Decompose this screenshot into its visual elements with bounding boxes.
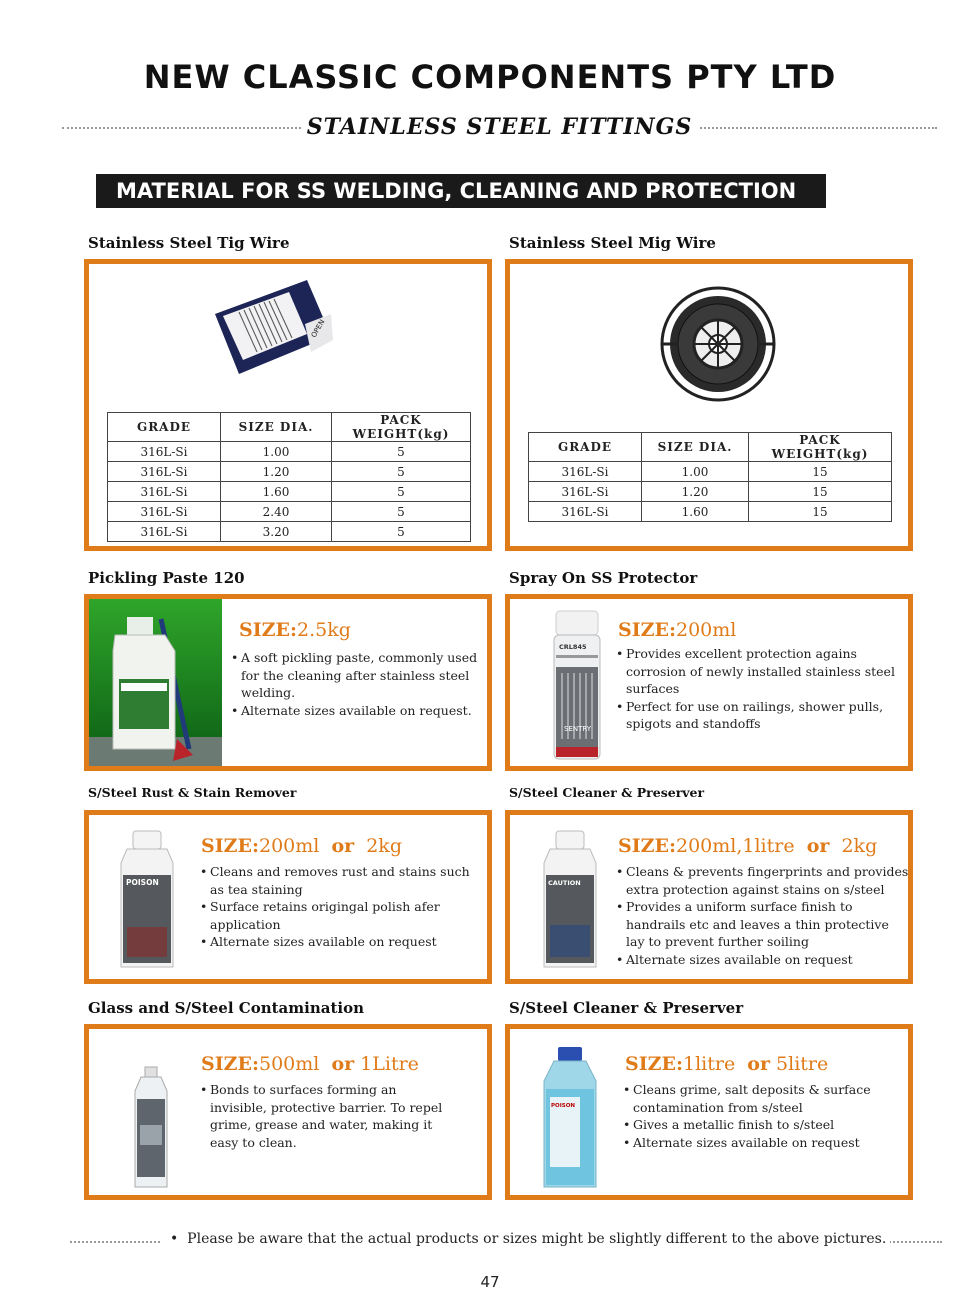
cleaner2-bullets — [623, 1081, 893, 1151]
table-row: 316L-Si 1.00 15 — [529, 462, 892, 482]
cleaner-preserver-bottle-image — [540, 827, 600, 972]
list-item: • Cleans & prevents fingerprints and provides extra protection against stains on s/steel — [616, 863, 910, 898]
dotted-divider-left — [70, 1241, 160, 1243]
svg-text:POISON: POISON — [551, 1103, 575, 1109]
col-size: SIZE DIA. — [221, 413, 332, 442]
svg-text:CAUTION: CAUTION — [548, 879, 581, 887]
company-name: NEW CLASSIC COMPONENTS PTY LTD — [143, 58, 837, 96]
spray-size: SIZE:200ml — [618, 619, 737, 641]
table-row: 316L-Si 2.40 5 — [108, 502, 471, 522]
subtitle-row — [62, 114, 937, 142]
glass-size: SIZE:500ml or 1Litre — [201, 1053, 419, 1075]
list-item: • Gives a metallic finish to s/steel — [623, 1116, 893, 1134]
tig-wire-title: Stainless Steel Tig Wire — [88, 234, 290, 252]
pickling-size: SIZE:2.5kg — [239, 619, 351, 641]
mig-wire-panel — [505, 259, 913, 551]
rust-remover-panel — [84, 810, 492, 984]
list-item: • Alternate sizes available on request — [616, 951, 910, 969]
table-row: 316L-Si 1.60 15 — [529, 502, 892, 522]
tig-spec-table — [107, 412, 471, 542]
page-number: 47 — [480, 1273, 500, 1291]
cleaner1-bullets — [616, 863, 910, 968]
list-item: • Alternate sizes available on request. — [231, 702, 481, 720]
list-item: • Provides excellent protection agains corrosion of newly installed stainless steel surfaces — [616, 645, 910, 698]
cleaner-preserver-2-title: S/Steel Cleaner & Preserver — [509, 999, 744, 1017]
cleaner1-size: SIZE:200ml,1litre or 2kg — [618, 835, 878, 857]
pickling-bullets — [231, 649, 481, 719]
svg-text:OPEN: OPEN — [309, 318, 327, 339]
pickling-paste-panel — [84, 594, 492, 771]
list-item: • Bonds to surfaces forming an invisible, protective barrier. To repel grime, grease and water, making it easy to clean. — [200, 1081, 450, 1151]
list-item: • Cleans grime, salt deposits & surface contamination from s/steel — [623, 1081, 893, 1116]
glass-contamination-title: Glass and S/Steel Contamination — [88, 999, 364, 1017]
col-weight: PACK WEIGHT(kg) — [332, 413, 471, 442]
list-item: • Provides a uniform surface finish to handrails etc and leaves a thin protective lay to prevent further soiling — [616, 898, 910, 951]
table-row: 316L-Si 1.60 5 — [108, 482, 471, 502]
mig-wire-title: Stainless Steel Mig Wire — [509, 234, 716, 252]
list-item: • Cleans and removes rust and stains such as tea staining — [200, 863, 485, 898]
table-row: 316L-Si 1.00 5 — [108, 442, 471, 462]
table-row: 316L-Si 3.20 5 — [108, 522, 471, 542]
spray-protector-panel — [505, 594, 913, 771]
glass-contamination-panel — [84, 1024, 492, 1200]
glass-cleaner-bottle-image — [129, 1065, 173, 1191]
mig-spec-table — [528, 432, 892, 522]
list-item: • Alternate sizes available on request — [623, 1134, 893, 1152]
svg-text:POISON: POISON — [126, 878, 159, 887]
table-header-row — [529, 433, 892, 462]
tig-wire-panel — [84, 259, 492, 551]
rust-bullets — [200, 863, 485, 951]
table-row: 316L-Si 1.20 15 — [529, 482, 892, 502]
section-banner: MATERIAL FOR SS WELDING, CLEANING AND PROTECTION — [96, 174, 826, 208]
blue-bottle-image — [538, 1045, 602, 1191]
col-grade: GRADE — [108, 413, 221, 442]
spray-protector-title: Spray On SS Protector — [509, 569, 698, 587]
table-header-row — [108, 413, 471, 442]
pickling-paste-title: Pickling Paste 120 — [88, 569, 245, 587]
table-row: 316L-Si 1.20 5 — [108, 462, 471, 482]
mig-spool-image — [658, 284, 778, 404]
svg-text:SENTRY: SENTRY — [564, 725, 592, 733]
tig-wire-image — [209, 274, 334, 399]
cleaner-preserver-2-panel — [505, 1024, 913, 1200]
list-item: • Alternate sizes available on request — [200, 933, 485, 951]
rust-size: SIZE:200ml or 2kg — [201, 835, 402, 857]
col-grade: GRADE — [529, 433, 642, 462]
svg-text:CRL845: CRL845 — [559, 643, 587, 651]
disclaimer-text: • Please be aware that the actual products or sizes might be slightly different to the above pictures. — [166, 1231, 890, 1247]
rust-remover-title: S/Steel Rust & Stain Remover — [88, 785, 297, 800]
list-item: • A soft pickling paste, commonly used for the cleaning after stainless steel welding. — [231, 649, 481, 702]
spray-can-image — [548, 609, 606, 761]
list-item: • Surface retains origingal polish afer application — [200, 898, 485, 933]
spray-bullets — [616, 645, 910, 733]
rust-remover-bottle-image — [117, 827, 177, 972]
glass-bullets — [200, 1081, 450, 1151]
cleaner-preserver-panel — [505, 810, 913, 984]
cleaner-preserver-title: S/Steel Cleaner & Preserver — [509, 785, 705, 800]
col-weight: PACK WEIGHT(kg) — [749, 433, 892, 462]
cleaner2-size: SIZE:1litre or 5litre — [625, 1053, 829, 1075]
list-item: • Perfect for use on railings, shower pulls, spigots and standoffs — [616, 698, 910, 733]
col-size: SIZE DIA. — [642, 433, 749, 462]
pickling-paste-image — [89, 599, 222, 766]
page-subtitle: STAINLESS STEEL FITTINGS — [62, 114, 937, 140]
